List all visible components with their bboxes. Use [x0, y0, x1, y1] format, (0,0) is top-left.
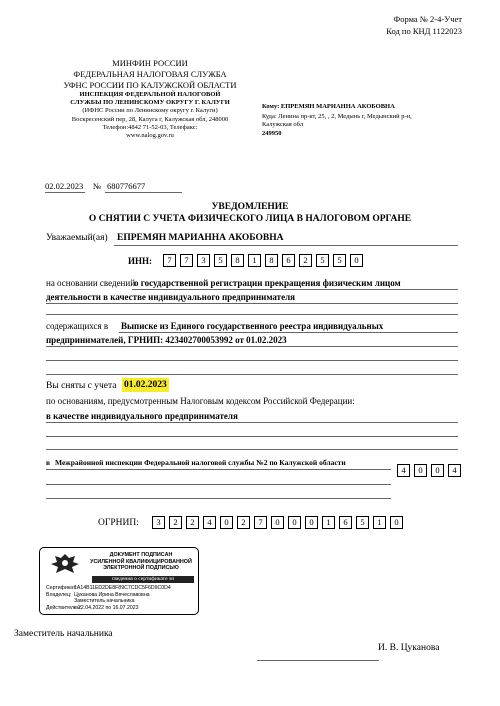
stamp-validity: с 22.04.2022 по 16.07.2023	[74, 604, 139, 611]
stamp-title-line: ЭЛЕКТРОННОЙ ПОДПИСЬЮ	[103, 565, 179, 572]
signature-stamp	[39, 547, 199, 615]
stamp-details	[46, 585, 194, 611]
ogrnip-digit: 3	[152, 516, 165, 529]
ogrnip-digit: 0	[271, 516, 284, 529]
source-text: Выписке из Единого государственного реестра индивидуальных	[121, 321, 384, 331]
stamp-title-line: УСИЛЕННОЙ КВАЛИФИЦИРОВАННОЙ	[90, 558, 192, 565]
doc-title-line: О СНЯТИИ С УЧЕТА ФИЗИЧЕСКОГО ЛИЦА В НАЛОГОВОМ ОРГАНЕ	[88, 214, 412, 224]
authority-prefix: в	[46, 458, 51, 467]
ogrnip-digit: 0	[220, 516, 233, 529]
inn-digit: 8	[265, 254, 278, 267]
inn-cells	[163, 254, 367, 267]
source-text: предпринимателей, ГРНИП: 423402700053992 от 01.02.2023	[46, 335, 287, 345]
ogrnip-digit: 1	[373, 516, 386, 529]
issuer-phone: Телефон:4842 71-52-03, Телефакс:	[102, 123, 198, 131]
stamp-owner: Цуканова Ирина Вячеславовна	[74, 591, 150, 598]
deregistration-date: 01.02.2023	[124, 380, 167, 390]
inn-digit: 5	[316, 254, 329, 267]
inn-digit: 3	[197, 254, 210, 267]
recipient-address: Куда: Ленина пр-кт, 25, , 2, Медынь г, Медынский р-н,	[262, 113, 412, 121]
stamp-certificate-label: Сертификат:	[46, 585, 77, 591]
basis-text: о государственной регистрации прекращения физическим лицом	[134, 278, 401, 288]
ogrnip-digit: 5	[356, 516, 369, 529]
issuer-inspection-line: СЛУЖБЫ ПО ЛЕНИНСКОМУ ОКРУГУ Г. КАЛУГИ	[70, 99, 230, 107]
basis-text: деятельности в качестве индивидуального предпринимателя	[46, 292, 295, 302]
ogrnip-digit: 4	[203, 516, 216, 529]
issuer-detail-line: (ИФНС России по Ленинскому округу г. Калуги)	[82, 107, 218, 115]
greeting-name: ЕПРЕМЯН МАРИАННА АКОБОВНА	[117, 233, 284, 243]
form-code: Код по КНД 1122023	[386, 26, 462, 36]
inn-label: ИНН:	[128, 256, 152, 266]
inn-digit: 6	[282, 254, 295, 267]
inn-digit: 7	[163, 254, 176, 267]
inn-digit: 2	[299, 254, 312, 267]
deregistration-capacity: в качестве индивидуального предпринимателя	[46, 411, 238, 421]
ogrnip-digit: 7	[254, 516, 267, 529]
authority-code-digit: 0	[431, 464, 444, 477]
inn-digit: 8	[231, 254, 244, 267]
ogrnip-digit: 2	[237, 516, 250, 529]
stamp-certificate: 1A14B11ED2DE8F89C7CDC5F6D9C0D4	[74, 585, 171, 591]
ogrnip-digit: 0	[390, 516, 403, 529]
inn-digit: 5	[214, 254, 227, 267]
ogrnip-cells	[152, 516, 407, 529]
issuer-block	[40, 58, 260, 140]
authority-name: Межрайонной инспекции Федеральной налоговой службы №2 по Калужской области	[55, 458, 346, 467]
ogrnip-label: ОГРНИП:	[98, 518, 139, 528]
recipient-address: Калужская обл	[262, 121, 304, 129]
issuer-line: ФЕДЕРАЛЬНАЯ НАЛОГОВАЯ СЛУЖБА	[73, 69, 227, 79]
signatory-position: Заместитель начальника	[14, 629, 113, 639]
ogrnip-digit: 0	[305, 516, 318, 529]
stamp-title	[86, 552, 196, 572]
deregistration-grounds: по основаниям, предусмотренным Налоговым кодексом Российской Федерации:	[46, 396, 355, 406]
doc-date: 02.02.2023	[45, 181, 84, 191]
form-name: Форма № 2-4-Учет	[393, 14, 462, 24]
recipient-to: Кому: ЕПРЕМЯН МАРИАННА АКОБОВНА	[262, 103, 395, 110]
stamp-title-line: ДОКУМЕНТ ПОДПИСАН	[109, 552, 173, 558]
issuer-line: МИНФИН РОССИИ	[112, 58, 188, 68]
authority-code-digit: 4	[448, 464, 461, 477]
inn-digit: 5	[333, 254, 346, 267]
doc-title	[40, 201, 460, 225]
authority-code-cells	[397, 464, 465, 477]
signatory-name: И. В. Цуканова	[378, 643, 440, 653]
stamp-band: сведения о сертификате эп	[92, 576, 194, 583]
issuer-address: Воскресенский пер, 28, Калуга г, Калужская обл, 248000	[71, 115, 229, 123]
inn-digit: 0	[350, 254, 363, 267]
doc-number-label: №	[93, 181, 102, 191]
ogrnip-digit: 0	[288, 516, 301, 529]
doc-title-line: УВЕДОМЛЕНИЕ	[211, 202, 289, 212]
authority-code-digit: 4	[397, 464, 410, 477]
ogrnip-digit: 6	[339, 516, 352, 529]
doc-number: 680776677	[107, 181, 146, 191]
ogrnip-digit: 1	[322, 516, 335, 529]
emblem-icon	[45, 552, 85, 576]
greeting-label: Уважаемый(ая)	[46, 233, 108, 243]
ogrnip-digit: 2	[186, 516, 199, 529]
issuer-website: www.nalog.gov.ru	[126, 132, 174, 140]
deregistration-prefix: Вы сняты с учета	[46, 381, 117, 391]
issuer-line: УФНС РОССИИ ПО КАЛУЖСКОЙ ОБЛАСТИ	[63, 80, 237, 90]
authority-code-digit: 0	[414, 464, 427, 477]
recipient-index: 249950	[262, 129, 282, 137]
recipient-block	[262, 103, 462, 138]
stamp-owner-label: Владелец:	[46, 591, 72, 598]
basis-prefix: на основании сведений	[46, 278, 136, 288]
inn-digit: 7	[180, 254, 193, 267]
stamp-validity-label: Действителен:	[46, 604, 82, 611]
inn-digit: 1	[248, 254, 261, 267]
issuer-inspection-line: ИНСПЕКЦИЯ ФЕДЕРАЛЬНОЙ НАЛОГОВОЙ	[79, 91, 221, 98]
stamp-position: Заместитель начальника	[74, 598, 135, 605]
source-prefix: содержащихся в	[46, 321, 109, 331]
ogrnip-digit: 2	[169, 516, 182, 529]
